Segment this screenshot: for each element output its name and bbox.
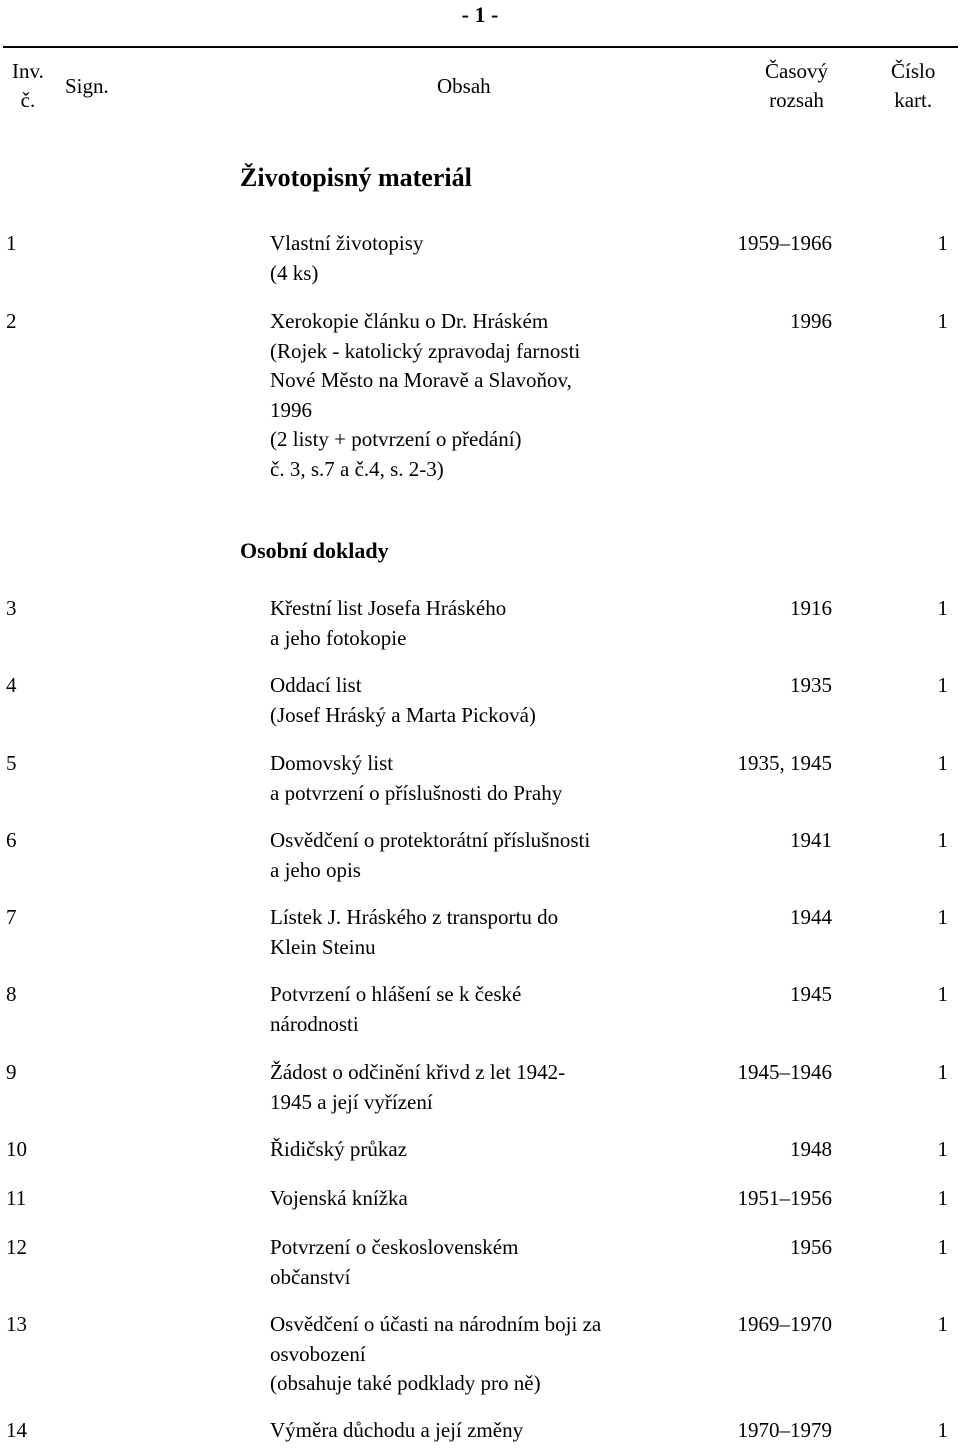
inventory-content-line: osvobození: [270, 1341, 366, 1366]
header-inv-line-1: Inv.: [12, 59, 44, 83]
inventory-content: [270, 307, 680, 484]
time-range: 1951–1956: [737, 1186, 832, 1210]
header-inv: [12, 57, 44, 115]
header-cislo-line-1: Číslo: [891, 59, 936, 83]
card-number: 1: [937, 1137, 948, 1161]
inventory-number: 4: [6, 673, 17, 697]
time-range: 1945: [790, 982, 832, 1006]
inventory-content-line: Výměra důchodu a její změny: [270, 1418, 524, 1442]
inventory-number: 9: [6, 1060, 17, 1084]
card-number: 1: [937, 231, 948, 255]
inventory-content-line: (Josef Hráský a Marta Picková): [270, 702, 536, 727]
inventory-content-line: Osvědčení o protektorátní příslušnosti: [270, 828, 591, 852]
card-number: 1: [937, 905, 948, 929]
inventory-content: [270, 1058, 680, 1117]
header-divider: [3, 46, 958, 48]
card-number: 1: [937, 673, 948, 697]
inventory-content-line: občanství: [270, 1264, 351, 1289]
inventory-content-line: Žádost o odčinění křivd z let 1942-: [270, 1060, 566, 1084]
card-number: 1: [937, 1235, 948, 1259]
header-inv-line-2: č.: [20, 88, 36, 112]
header-casovy-line-2: rozsah: [769, 88, 824, 112]
inventory-number: 10: [6, 1137, 27, 1161]
page-number: - 1 -: [461, 2, 499, 27]
inventory-content-line: a jeho fotokopie: [270, 625, 407, 650]
inventory-content: [270, 229, 680, 288]
time-range: 1916: [790, 596, 832, 620]
inventory-number: 14: [6, 1418, 27, 1442]
section-title: Osobní doklady: [240, 538, 389, 563]
inventory-content-line: (Rojek - katolický zpravodaj farnosti: [270, 338, 581, 363]
card-number: 1: [937, 309, 948, 333]
inventory-number: 13: [6, 1312, 27, 1336]
header-casovy-line-1: Časový: [765, 59, 828, 83]
inventory-number: 5: [6, 751, 17, 775]
inventory-number: 3: [6, 596, 17, 620]
inventory-content-line: Vojenská knížka: [270, 1186, 408, 1210]
inventory-content: [270, 749, 680, 808]
section-title: Životopisný materiál: [240, 163, 472, 192]
inventory-content-line: a jeho opis: [270, 857, 361, 882]
inventory-content-line: Xerokopie článku o Dr. Hráském: [270, 309, 549, 333]
inventory-content: [270, 594, 680, 653]
inventory-content-line: Křestní list Josefa Hráského: [270, 596, 507, 620]
inventory-content-line: Osvědčení o účasti na národním boji za: [270, 1312, 602, 1336]
card-number: 1: [937, 1060, 948, 1084]
inventory-content-line: Řidičský průkaz: [270, 1137, 408, 1161]
time-range: 1944: [790, 905, 832, 929]
card-number: 1: [937, 596, 948, 620]
time-range: 1956: [790, 1235, 832, 1259]
inventory-number: 6: [6, 828, 17, 852]
inventory-content: [270, 1233, 680, 1292]
time-range: 1959–1966: [737, 231, 832, 255]
card-number: 1: [937, 1186, 948, 1210]
header-obsah: Obsah: [437, 74, 491, 98]
inventory-content: [270, 1416, 680, 1446]
inventory-content: [270, 1135, 680, 1165]
time-range: 1941: [790, 828, 832, 852]
inventory-content: [270, 1184, 680, 1214]
time-range: 1935, 1945: [737, 751, 832, 775]
inventory-content-line: Oddací list: [270, 673, 362, 697]
inventory-content-line: Domovský list: [270, 751, 394, 775]
inventory-content-line: národnosti: [270, 1011, 359, 1036]
inventory-number: 8: [6, 982, 17, 1006]
inventory-content-line: 1945 a její vyřízení: [270, 1089, 433, 1114]
header-casovy-rozsah: [765, 57, 828, 115]
time-range: 1970–1979: [737, 1418, 832, 1442]
inventory-content: [270, 826, 680, 885]
inventory-content-line: Lístek J. Hráského z transportu do: [270, 905, 559, 929]
inventory-content: [270, 671, 680, 730]
header-cislo-line-2: kart.: [894, 88, 933, 112]
inventory-number: 11: [6, 1186, 27, 1210]
inventory-number: 1: [6, 231, 17, 255]
time-range: 1969–1970: [737, 1312, 832, 1336]
inventory-number: 7: [6, 905, 17, 929]
time-range: 1996: [790, 309, 832, 333]
inventory-content: [270, 1310, 680, 1399]
time-range: 1948: [790, 1137, 832, 1161]
time-range: 1945–1946: [737, 1060, 832, 1084]
card-number: 1: [937, 828, 948, 852]
inventory-content-line: (4 ks): [270, 260, 319, 285]
inventory-content-line: (obsahuje také podklady pro ně): [270, 1371, 541, 1395]
card-number: 1: [937, 1312, 948, 1336]
inventory-number: 12: [6, 1235, 27, 1259]
time-range: 1935: [790, 673, 832, 697]
inventory-content-line: Nové Město na Moravě a Slavoňov,: [270, 368, 572, 392]
card-number: 1: [937, 982, 948, 1006]
inventory-content-line: Vlastní životopisy: [270, 231, 424, 255]
inventory-content-line: č. 3, s.7 a č.4, s. 2-3): [270, 456, 444, 481]
inventory-content: [270, 903, 680, 962]
inventory-content-line: a potvrzení o příslušnosti do Prahy: [270, 780, 563, 805]
inventory-content-line: 1996: [270, 397, 312, 422]
inventory-content-line: Potvrzení o hlášení se k české: [270, 982, 522, 1006]
inventory-content-line: Potvrzení o československém: [270, 1235, 519, 1259]
inventory-content: [270, 980, 680, 1039]
card-number: 1: [937, 751, 948, 775]
card-number: 1: [937, 1418, 948, 1442]
header-cislo-kart: [891, 57, 935, 115]
header-sign: Sign.: [65, 74, 109, 98]
inventory-number: 2: [6, 309, 17, 333]
inventory-content-line: Klein Steinu: [270, 934, 376, 959]
inventory-content-line: (2 listy + potvrzení o předání): [270, 427, 522, 451]
